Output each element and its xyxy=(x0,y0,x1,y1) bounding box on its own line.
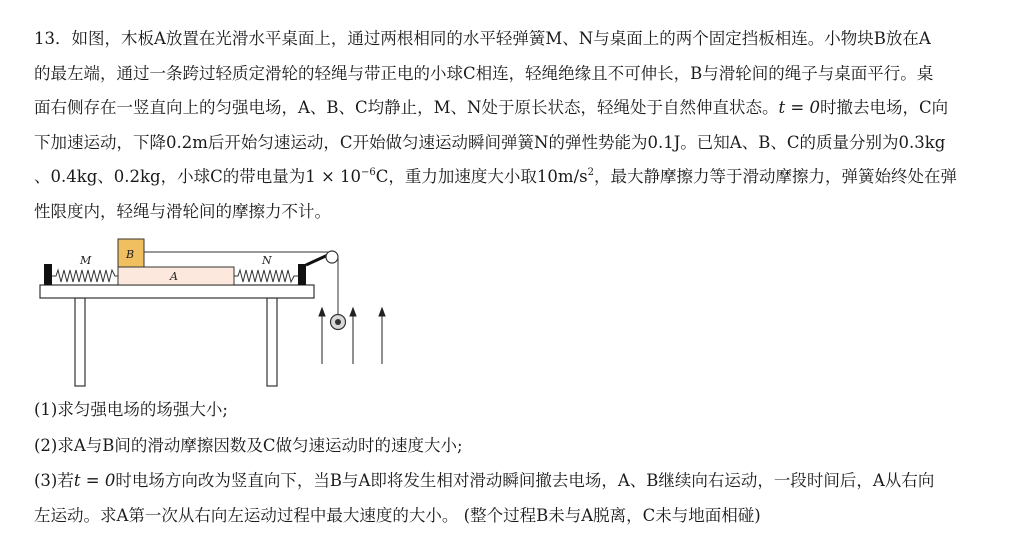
problem-line-3-text: 面右侧存在一竖直向上的匀强电场，A、B、C均静止，M、N处于原长状态，轻绳处于自然伸直状态。 xyxy=(34,98,779,117)
gravity-exp: 2 xyxy=(587,167,594,178)
charge-coef: 1 × 10 xyxy=(305,167,362,186)
question-3-prefix: (3)若 xyxy=(34,471,74,490)
time-zero: t = 0 xyxy=(778,98,820,117)
physics-figure xyxy=(30,232,400,392)
question-1: (1)求匀强电场的场强大小; xyxy=(34,400,228,419)
gravity-text: ，重力加速度大小取 xyxy=(388,167,537,186)
wall-left xyxy=(44,264,52,285)
label-A: A xyxy=(170,270,178,283)
problem-line-3 xyxy=(34,91,994,126)
table-top xyxy=(40,285,314,298)
ball-C-core xyxy=(335,319,341,325)
electric-field-arrows xyxy=(319,308,385,364)
label-N: N xyxy=(262,254,272,267)
question-3-line-2: 左运动。求A第一次从右向左运动过程中最大速度的大小。 (整个过程B未与A脱离，C未与地面相碰) xyxy=(34,506,761,525)
spring-M xyxy=(52,270,118,282)
label-B: B xyxy=(126,248,135,261)
problem-line-3-tail: 时撤去电场，C向 xyxy=(819,98,949,117)
question-2: (2)求A与B间的滑动摩擦因数及C做匀速运动时的速度大小; xyxy=(34,436,463,455)
problem-line-1: 13．如图，木板A放置在光滑水平桌面上，通过两根相同的水平轻弹簧M、N与桌面上的两个固定挡板相连。小物块B放在A xyxy=(34,29,931,48)
pulley xyxy=(326,251,338,263)
masses-text: 、0.4kg、0.2kg，小球C的带电量为 xyxy=(34,167,306,186)
question-3-text: 时电场方向改为竖直向下，当B与A即将发生相对滑动瞬间撤去电场，A、B继续向右运动，一段时间后，A从右向 xyxy=(115,471,935,490)
label-M: M xyxy=(80,254,92,267)
question-3-time-zero: t = 0 xyxy=(73,471,116,490)
question-3-line-1 xyxy=(34,467,934,491)
problem-line-6: 性限度内，轻绳与滑轮间的摩擦力不计。 xyxy=(34,201,331,221)
problem-line-4: 下加速运动，下降0.2m后开始匀速运动，C开始做匀速运动瞬间弹簧N的弹性势能为0.1J。已知A、B、C的质量分别为0.3kg xyxy=(34,132,946,152)
problem-line-5 xyxy=(34,160,994,195)
spring-N xyxy=(234,270,298,282)
problem-statement xyxy=(34,22,994,229)
gravity-value: 10m/s xyxy=(536,167,588,186)
problem-line-2: 的最左端，通过一条跨过轻质定滑轮的轻绳与带正电的小球C相连，轻绳绝缘且不可伸长，B与滑轮间的绳子与桌面平行。桌 xyxy=(34,63,934,83)
charge-unit: C xyxy=(375,167,389,186)
charge-exp: −6 xyxy=(361,167,376,178)
table-leg-right xyxy=(267,298,277,386)
wall-right xyxy=(298,264,306,285)
problem-line-5-tail: ，最大静摩擦力等于滑动摩擦力，弹簧始终处在弹 xyxy=(593,167,957,186)
table-leg-left xyxy=(75,298,85,386)
